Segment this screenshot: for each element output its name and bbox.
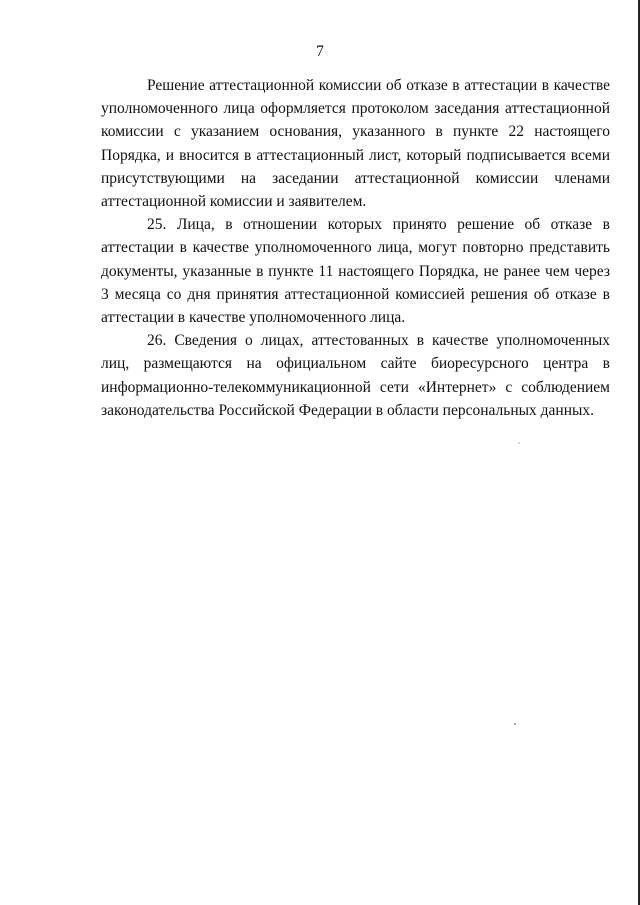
paragraph-25: 25. Лица, в отношении которых принято решение об отказе в аттестации в качестве уполномоченного лица, могут повторно представить документы, указанные в пункте 11 настоящего Порядка, не ранее чем через 3 месяца со дня принятия аттестационной комиссией решения об отказе в аттестации в качестве уполномоченного лица.	[101, 216, 610, 327]
paragraph-26: 26. Сведения о лицах, аттестованных в качестве уполномоченных лиц, размещаются на официальном сайте биоресурсного центра в информационно-телекоммуникационной сети «Интернет» с соблюдением законодательства Российской Федерации в области персональных данных.	[101, 332, 610, 419]
scan-speck	[514, 723, 516, 725]
document-body	[101, 74, 610, 422]
page-number: 7	[316, 43, 324, 60]
paragraph-attestation-refusal: Решение аттестационной комиссии об отказе в аттестации в качестве уполномоченного лица оформляется протоколом заседания аттестационной комиссии с указанием основания, указанного в пункте 22 настоящего Порядка, и вносится в аттестационный лист, который подписывается всеми присутствующими на заседании аттестационной комиссии членами аттестационной комиссии и заявителем.	[101, 77, 610, 211]
scan-speck	[518, 442, 520, 444]
